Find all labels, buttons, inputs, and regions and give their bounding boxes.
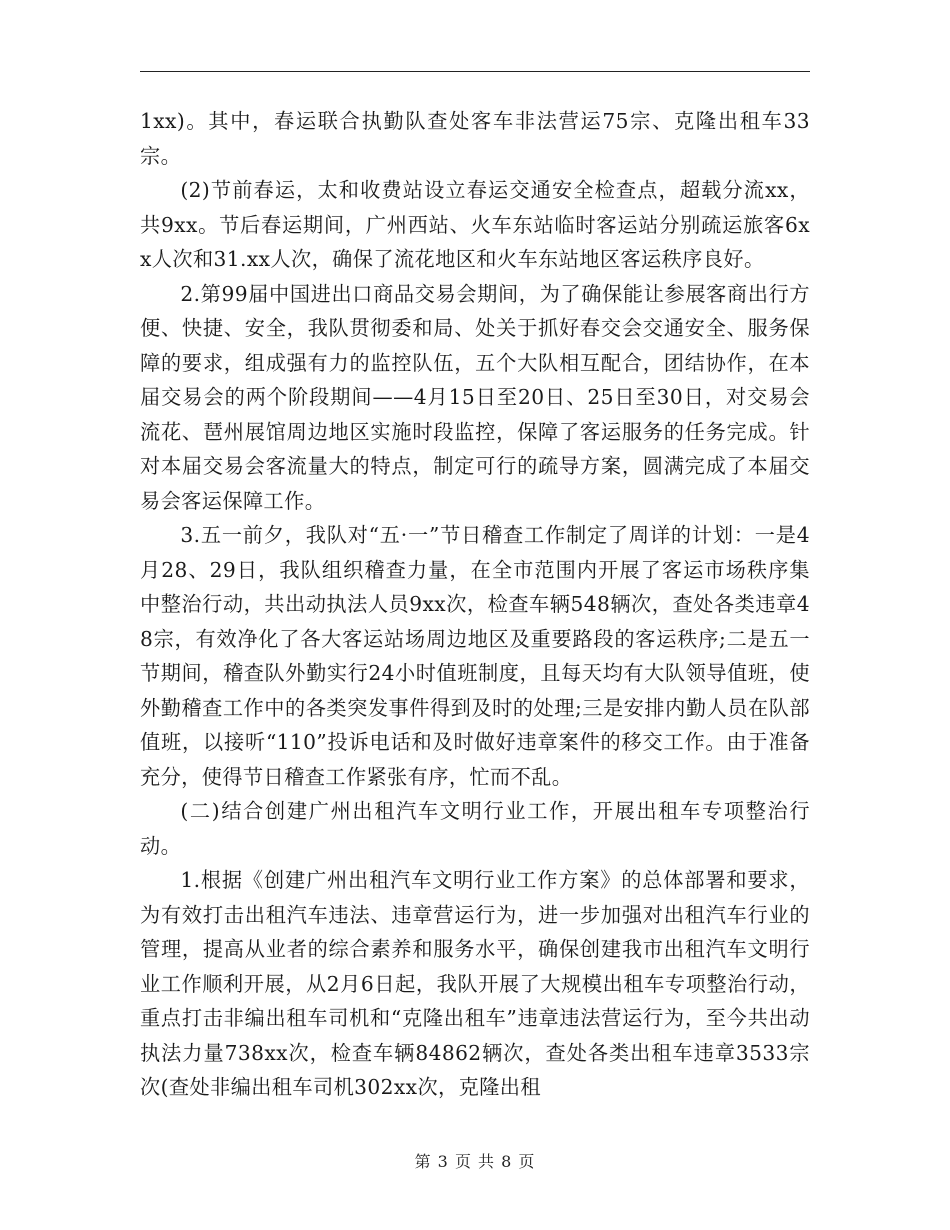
paragraph-5: (二)结合创建广州出租汽车文明行业工作，开展出租车专项整治行动。 bbox=[140, 799, 810, 858]
header-rule bbox=[140, 71, 810, 72]
paragraph-3: 2.第99届中国进出口商品交易会期间，为了确保能让参展客商出行方便、快捷、安全，我队贯彻委和局、处关于抓好春交会交通安全、服务保障的要求，组成强有力的监控队伍，五个大队相互配合，团结协作，在本届交易会的两个阶段期间——4月15日至20日、25日至30日，对交易会流花、琶州展馆周边地区实施时段监控，保障了客运服务的任务完成。针对本届交易会客流量大的特点，制定可行的疏导方案，圆满完成了本届交易会客运保障工作。 bbox=[140, 281, 810, 513]
paragraph-4: 3.五一前夕，我队对“五·一”节日稽查工作制定了周详的计划：一是4月28、29日，我队组织稽查力量，在全市范围内开展了客运市场秩序集中整治行动，共出动执法人员9xx次，检查车辆548辆次，查处各类违章48宗，有效净化了各大客运站场周边地区及重要路段的客运秩序;二是五一节期间，稽查队外勤实行24小时值班制度，且每天均有大队领导值班，使外勤稽查工作中的各类突发事件得到及时的处理;三是安排内勤人员在队部值班，以接听“110”投诉电话和及时做好违章案件的移交工作。由于准备充分，使得节日稽查工作紧张有序，忙而不乱。 bbox=[140, 523, 810, 789]
paragraph-6: 1.根据《创建广州出租汽车文明行业工作方案》的总体部署和要求，为有效打击出租汽车违法、违章营运行为，进一步加强对出租汽车行业的管理，提高从业者的综合素养和服务水平，确保创建我市出租汽车文明行业工作顺利开展，从2月6日起，我队开展了大规模出租车专项整治行动，重点打击非编出租车司机和“克隆出租车”违章违法营运行为，至今共出动执法力量738xx次，检查车辆84862辆次，查处各类出租车违章3533宗次(查处非编出租车司机302xx次，克隆出租 bbox=[140, 868, 810, 1099]
paragraph-1: 1xx)。其中，春运联合执勤队查处客车非法营运75宗、克隆出租车33宗。 bbox=[140, 109, 810, 168]
paragraph-2: (2)节前春运，太和收费站设立春运交通安全检查点，超载分流xx，共9xx。节后春运期间，广州西站、火车东站临时客运站分别疏运旅客6xx人次和31.xx人次，确保了流花地区和火车东站地区客运秩序良好。 bbox=[140, 178, 810, 271]
document-body bbox=[140, 104, 810, 1105]
page-footer: 第 3 页 共 8 页 bbox=[414, 1152, 536, 1171]
